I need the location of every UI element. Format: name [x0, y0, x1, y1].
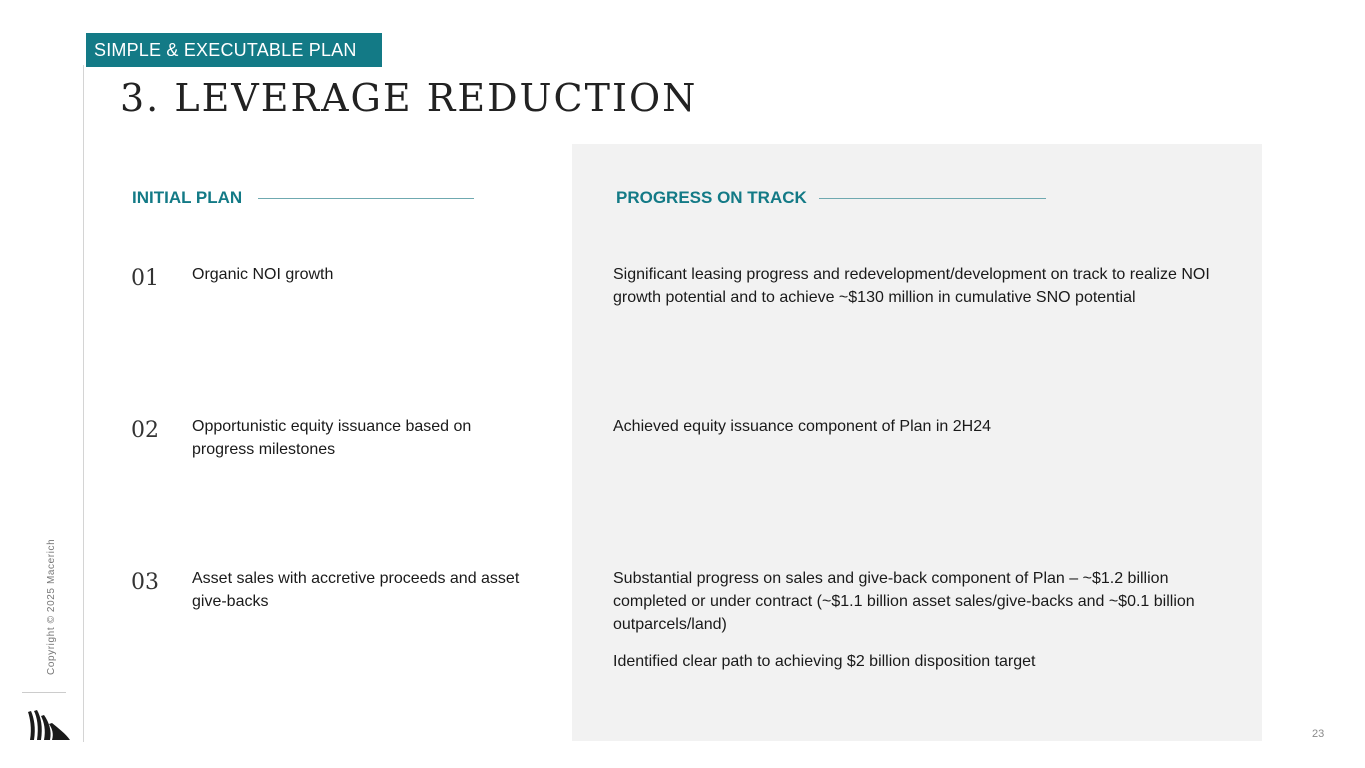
macerich-logo-icon [28, 710, 72, 740]
progress-item-disposition-target: Identified clear path to achieving $2 billion disposition target [613, 653, 1036, 670]
progress-item-asset-sales: Substantial progress on sales and give-back component of Plan – ~$1.2 billion completed or under contract (~$1.1 billion asset sales/give-backs and ~$0.1 billion outparcels/land) [613, 570, 1195, 633]
progress-item-organic-noi: Significant leasing progress and redevelopment/development on track to realize NOI growth potential and to achieve ~$130 million in cumulative SNO potential [613, 266, 1210, 306]
plan-item-equity-issuance: Opportunistic equity issuance based on progress milestones [192, 418, 472, 458]
left-rail-divider [83, 65, 84, 742]
initial-plan-header-rule [258, 198, 474, 199]
progress-header: PROGRESS ON TRACK [616, 188, 807, 207]
row-number-03: 03 [131, 570, 159, 595]
page-number: 23 [1312, 728, 1325, 740]
initial-plan-header: INITIAL PLAN [132, 188, 243, 207]
row-number-01: 01 [131, 266, 159, 291]
progress-header-rule [819, 198, 1046, 199]
page-title: 3. LEVERAGE REDUCTION [120, 76, 698, 120]
section-tag: SIMPLE & EXECUTABLE PLAN [86, 33, 382, 67]
plan-item-organic-noi: Organic NOI growth [192, 266, 334, 283]
logo-divider [22, 692, 66, 693]
plan-item-asset-sales: Asset sales with accretive proceeds and asset give-backs [192, 570, 520, 610]
copyright-text: Copyright © 2025 Macerich [46, 538, 57, 675]
progress-item-equity-issuance: Achieved equity issuance component of Plan in 2H24 [613, 418, 992, 435]
row-number-02: 02 [131, 418, 159, 443]
